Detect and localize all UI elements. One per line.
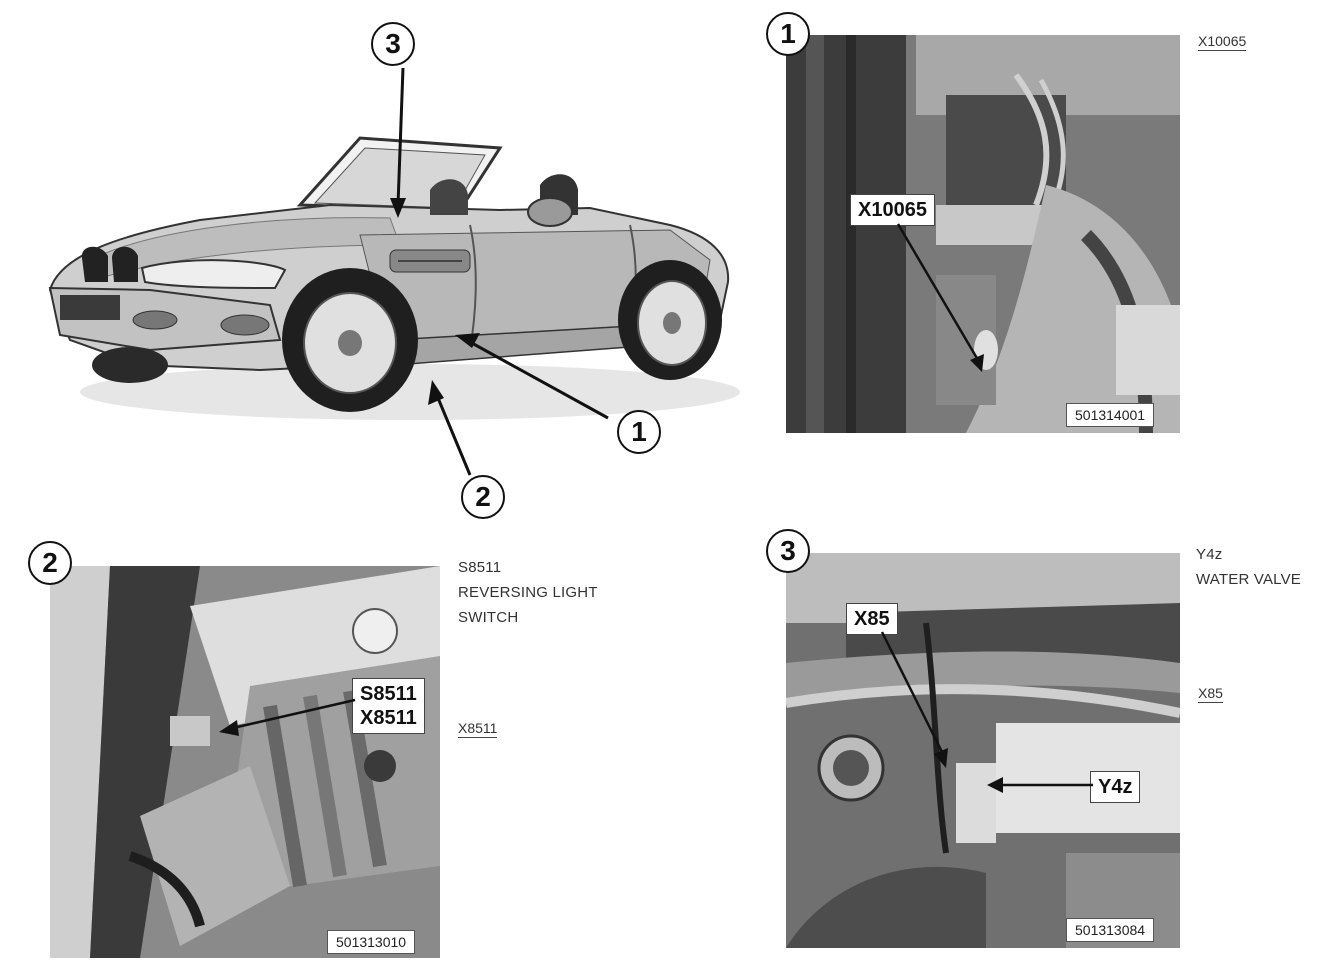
panel-3-side-note-line2: WATER VALVE [1196, 571, 1301, 588]
panel-1-number: 1 [766, 12, 810, 56]
callout-2: 2 [461, 475, 505, 519]
panel-2-side-code: X8511 [458, 720, 498, 736]
panel-3-x85-pointer-arrow [870, 630, 960, 770]
callout-3: 3 [371, 22, 415, 66]
panel-3-label-x85: X85 [846, 603, 898, 635]
panel-2-label-s8511-x8511 [352, 678, 425, 734]
panel-1-side-code: X10065 [1198, 33, 1247, 49]
panel-1-pointer-arrow [880, 220, 990, 380]
panel-2-side-note-line1: S8511 [458, 559, 502, 576]
panel-3-side-note [1196, 542, 1301, 592]
panel-2-figure-id: 501313010 [327, 930, 415, 954]
panel-2-side-note [458, 555, 598, 630]
panel-3-number: 3 [766, 529, 810, 573]
panel-3-figure-id: 501313084 [1066, 918, 1154, 942]
panel-3-side-code: X85 [1198, 685, 1223, 701]
callout-1: 1 [617, 410, 661, 454]
panel-1-figure-id: 501314001 [1066, 403, 1154, 427]
panel-2-label-line1: S8511 [360, 683, 417, 705]
panel-2-label-line2: X8511 [360, 707, 417, 729]
panel-3-y4z-pointer-arrow [985, 775, 1095, 799]
panel-3-side-note-line1: Y4z [1196, 546, 1223, 563]
panel-3-label-y4z: Y4z [1090, 771, 1140, 803]
panel-2-photo-art [50, 566, 440, 958]
photo-panel-2 [50, 566, 440, 958]
panel-2-side-note-line3: SWITCH [458, 609, 519, 626]
panel-1-label-x10065: X10065 [850, 194, 935, 226]
panel-2-pointer-arrow [215, 690, 360, 740]
panel-2-number: 2 [28, 541, 72, 585]
panel-2-side-note-line2: REVERSING LIGHT [458, 584, 598, 601]
